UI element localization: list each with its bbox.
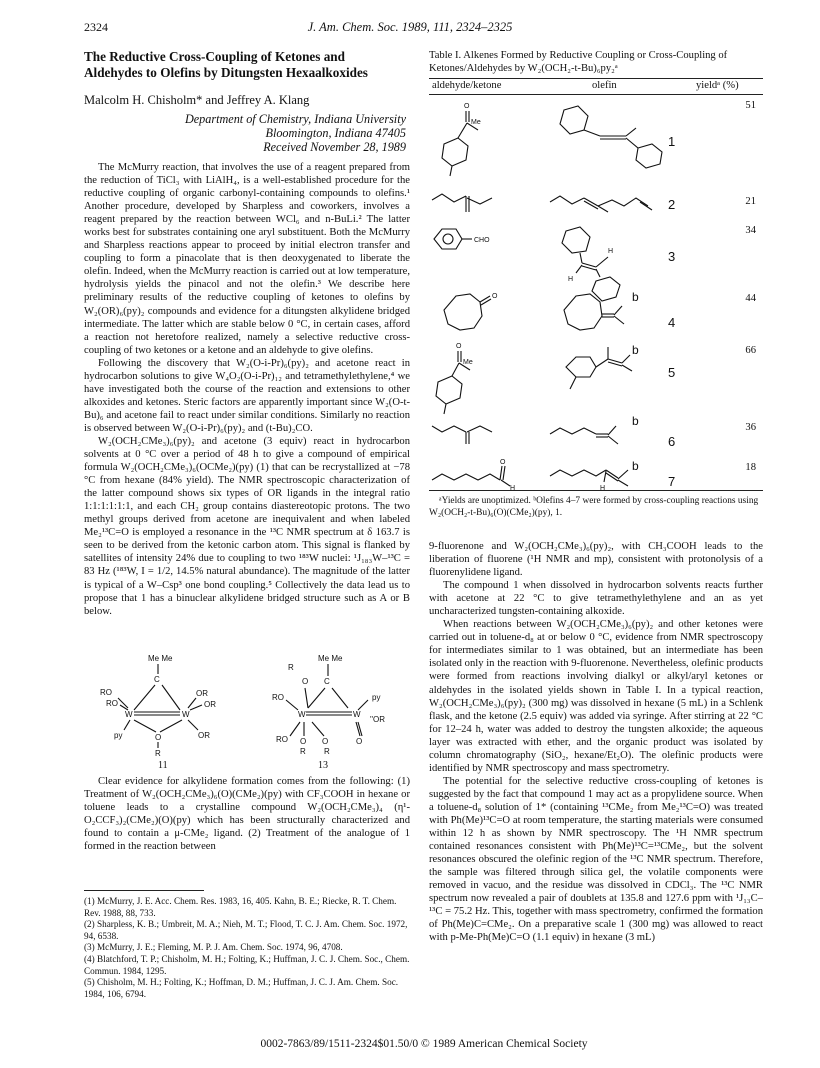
paragraph: Clear evidence for alkylidene formation comes from the following: (1) Treatment of W₂(OCH₂CMe₃)₆(O)(CMe₂)(py) with CF₃COOH in hexane or toluene leads to a crystalline compound W₂(OCH₂CMe₃)₄ (η¹-O₂CCF₃)₂(CMe₂)(O)(py) which has been structurally characterized and found to contain a μ-CMe₂ ligand. (2) Treatment of the analogue of 1 formed in the reaction between [84, 776, 410, 853]
svg-text:RO: RO [100, 688, 112, 697]
running-header: J. Am. Chem. Soc. 1989, 111, 2324–2325 [307, 20, 513, 34]
olefin-5-structure [556, 345, 656, 405]
structure-a-label: 11 [158, 760, 168, 771]
yield-value: 51 [745, 100, 756, 111]
svg-text:H: H [510, 485, 516, 492]
svg-text:OR: OR [198, 731, 210, 740]
svg-text:O: O [322, 737, 329, 746]
yield-value: 18 [745, 462, 756, 473]
svg-text:W: W [182, 710, 190, 719]
svg-text:R: R [288, 663, 294, 672]
svg-text:RO: RO [272, 693, 284, 702]
compound-number: 4 [668, 315, 676, 330]
svg-text:C: C [154, 675, 160, 684]
yield-value: 34 [745, 225, 756, 236]
aldehyde-3-structure [430, 225, 510, 255]
compound-number: 2 [668, 197, 676, 212]
table-footnote [429, 496, 763, 520]
page-number: 2324 [84, 20, 108, 34]
svg-text:RO: RO [106, 699, 118, 708]
svg-text:R: R [324, 747, 330, 756]
table-header-rule [429, 94, 763, 95]
paragraph: The potential for the selective reductive cross-coupling of ketones is suggested by the fact that compound 1 may act as a propylidene source. When a toluene-d₈ solution of 1* (containing ¹³CMe₂ from Me₂¹³C=O) was treated with Ph(Me)¹³C=O at room temperature, the starting materials were consumed within 12 h as shown by NMR spectroscopy. The ¹H NMR spectrum contained resonances consistent with Ph(Me)¹³C=¹³CMe₂, but the solvent resonances obscured the olefinic region of the ¹³C NMR spectrum. Therefore, the sample was filtered through silica gel, the volatile components were removed in vacuo, and the residue was dissolved in CDCl₃. The ¹³C NMR spectrum now revealed a pair of doublets at 135.8 and 127.6 ppm with ¹J₁₃C–¹³C = 75.2 Hz. This, together with mass spectrometry, confirmed the formation of Ph(Me)C=CMe₂. On a preparative scale 1 (300 mg) was allowed to react with p-Me-Ph(Me)C=O (1.1 equiv) in hexane (3 mL) [429, 775, 763, 944]
svg-text:O: O [155, 733, 162, 742]
svg-text:py: py [114, 731, 123, 740]
svg-text:Me: Me [463, 359, 473, 366]
structure-a [100, 650, 240, 760]
ketone-6-structure [430, 420, 500, 450]
received-date: Received November 28, 1989 [263, 140, 406, 154]
left-column-text [84, 161, 410, 631]
svg-text:R: R [155, 749, 161, 758]
svg-text:C: C [324, 677, 330, 686]
compound-number: 7 [668, 474, 676, 489]
paragraph: The compound 1 when dissolved in hydrocarbon solvents reacts further with acetone at 22 °C to give tetramethylethylene and an as yet uncharacterized tungsten-containing alkoxide. [429, 580, 763, 618]
svg-text:H: H [600, 485, 606, 492]
ketone-1-structure [438, 100, 498, 180]
svg-text:Me Me: Me Me [318, 654, 343, 663]
paragraph: 9-fluorenone and W₂(OCH₂CMe₃)₆(py)₂, with CH₃COOH leads to the liberation of fluorene (¹H NMR and mp), consistent with protonolysis of a fluorenylidene ligand. [429, 541, 763, 579]
svg-text:O: O [300, 737, 307, 746]
olefin-4-structure [556, 290, 636, 350]
paragraph: When reactions between W₂(OCH₂CMe₃)₆(py)₂ and other ketones were carried out in toluene-d₈ at or below 0 °C, evidence from NMR spectroscopy for intermediates similar to 1 was obtained, but an intermediate has been isolated only in the reaction with 9-fluorenone. Nevertheless, olefinic products were formed from reactions involving dialkyl or alkyl/aryl ketones or aldehydes in the isolated yields shown in Table I. In a typical reaction, W₂(OCH₂CMe₃)₆(py)₂ (300 mg) was dissolved in hexane (5 mL) in a Schlenk flask, and the ketone (2.5 equiv) was added via syringe. After stirring at 22 °C for 12–24 h, water was added to destroy the tungsten alkoxide; the aqueous layer was extracted with ether, and the organic product was isolated by column chromatography (SiO₂, hexane/Et₂O). The olefinic products were identified by NMR spectroscopy and mass spectrometry. [429, 619, 763, 774]
compound-number: 5 [668, 365, 676, 380]
svg-text:OR: OR [204, 700, 216, 709]
right-column-text [429, 540, 763, 1040]
table-top-rule [429, 78, 763, 79]
structure-b-label: 13 [318, 760, 328, 771]
svg-text:O: O [356, 737, 363, 746]
left-column-continued [84, 775, 410, 873]
affiliation-city: Bloomington, Indiana 47405 [265, 126, 406, 140]
footnote-mark: b [632, 414, 639, 428]
olefin-7-structure [548, 456, 658, 492]
footnote: (2) Sharpless, K. B.; Umbreit, M. A.; Nieh, M. T.; Flood, T. C. J. Am. Chem. Soc. 1972, 94, 6538. [84, 919, 408, 941]
svg-text:W: W [125, 710, 133, 719]
yield-value: 36 [745, 422, 756, 433]
svg-text:O: O [456, 343, 462, 350]
yield-value: 66 [745, 345, 756, 356]
article-title: The Reductive Cross-Coupling of Ketones and Aldehydes to Olefins by Ditungsten Hexaalkoxides [84, 49, 368, 80]
svg-text:RO: RO [276, 735, 288, 744]
svg-text:py: py [372, 693, 381, 702]
olefin-2-structure [548, 192, 668, 222]
footnote-divider [84, 890, 204, 891]
svg-text:W: W [353, 710, 361, 719]
svg-text:CHO: CHO [474, 237, 490, 244]
compound-number: 3 [668, 249, 676, 264]
yield-value: 44 [745, 293, 756, 304]
paragraph: Following the discovery that W₂(O-i-Pr)₆(py)₂ and acetone react in hydrocarbon solutions to give W₄O₂(O-i-Pr)₁₂ and tetramethylethylene,⁴ we have investigated both the course of the reaction and extensions to other alkoxides and ketones. Steric factors are apparently important since W₂(O-t-Bu)₆ and acetone fail to react under similar conditions. Similarly no reaction is observed between W₂(O-i-Pr)₆(py)₂ and (t-Bu)₂CO. [84, 357, 410, 434]
svg-text:H: H [568, 276, 574, 283]
footnotes [84, 896, 410, 1000]
svg-text:O: O [464, 103, 470, 110]
svg-text:O: O [500, 459, 506, 466]
table-header-olefin: olefin [592, 80, 617, 91]
footnote: (3) McMurry, J. E.; Fleming, M. P. J. Am. Chem. Soc. 1974, 96, 4708. [84, 942, 343, 953]
authors: Malcolm H. Chisholm* and Jeffrey A. Klang [84, 93, 310, 107]
table-caption: Table I. Alkenes Formed by Reductive Coupling or Cross-Coupling of Ketones/Aldehydes by W₂(OCH₂-t-Bu)₆py₂ᵃ [429, 50, 728, 74]
aldehyde-7-structure [430, 456, 530, 492]
table-header-yield: yieldᵃ (%) [696, 80, 739, 91]
svg-text:OR: OR [196, 689, 208, 698]
footnote-mark: b [632, 343, 639, 357]
footnote: (4) Blatchford, T. P.; Chisholm, M. H.; Folting, K.; Huffman, J. C. J. Chem. Soc., Chem. Commun. 1984, 1295. [84, 953, 410, 976]
olefin-1-structure [556, 100, 676, 160]
structure-b [260, 650, 410, 760]
footnote-mark: b [632, 290, 639, 304]
ketone-5-structure [430, 340, 490, 420]
footnote: (1) McMurry, J. E. Acc. Chem. Res. 1983, 16, 405. Kahn, B. E.; Riecke, R. T. Chem. Rev. 1988, 88, 733. [84, 896, 397, 918]
compound-number: 1 [668, 134, 676, 149]
svg-text:O: O [302, 677, 309, 686]
table-header-substrate: aldehyde/ketone [432, 80, 502, 91]
svg-text:''OR: ''OR [370, 715, 386, 724]
yield-value: 21 [745, 196, 756, 207]
footnote: (5) Chisholm, M. H.; Folting, K.; Hoffman, D. M.; Huffman, J. C. J. Am. Chem. Soc. 1984, 106, 6794. [84, 977, 399, 999]
paragraph: The McMurry reaction, that involves the use of a reagent prepared from the reduction of TiCl₃ with LiAlH₄, is a well-established procedure for the reductive coupling of organic carbonyl-containing compounds to olefins.¹ Another procedure, developed by Sharpless and coworkers, involves a reagent prepared by the reaction between WCl₆ and n-BuLi.² The latter works best for substrates containing one aryl substituent. Both the McMurry and Sharpless reactions appear to proceed by initial electron transfer and coupling to form a pinacolate that is then deoxygenated to liberate the olefin. Indeed, when the McMurry reaction is carried out at low temperature, hydrolysis yields the pinacol and not the olefin.³ We describe here preliminary results of the reductive coupling of ketones to olefins by W₂(OR)₆(py)₂ compounds and evidence for a ditungsten alkylidene bridged intermediate. The latter which are stable below 0 °C, in certain cases, afford a reaction not heretofore realized, namely a selective reductive cross-coupling of two ketones or a ketone and an aldehyde to give olefins. [84, 162, 410, 356]
table-bottom-rule [429, 490, 763, 491]
footnote-mark: b [632, 459, 639, 473]
svg-text:Me Me: Me Me [148, 654, 173, 663]
page-footer: 0002-7863/89/1511-2324$01.50/0 © 1989 American Chemical Society [260, 1038, 588, 1050]
svg-text:W: W [298, 710, 306, 719]
ketone-2-structure [430, 192, 500, 222]
svg-text:Me: Me [471, 119, 481, 126]
svg-text:H: H [608, 248, 614, 255]
svg-text:R: R [300, 747, 306, 756]
compound-number: 6 [668, 434, 676, 449]
table-footnote-text: ᵃYields are unoptimized. ᵇOlefins 4–7 were formed by cross-coupling reactions using W₂(OCH₂-t-Bu)₆(O)(CMe₂)(py), 1. [429, 496, 759, 518]
svg-text:O: O [492, 293, 498, 300]
paragraph: W₂(OCH₂CMe₃)₆(py)₂ and acetone (3 equiv) react in hydrocarbon solvents at 0 °C over a period of 48 h to give a compound of empirical formula W₂(OCH₂CMe₃)₆(OCMe₂)(py) (1) that can be recrystallized at −78 °C from hexane (84% yield). The NMR spectroscopic characterization of the latter compound shows six types of OR ligands in the integral ratio 1:1:1:1:1:1, and each CH₂ group contains diastereotopic protons. The two methyl groups derived from acetone are inequivalent and when labeled Me₂¹³C=O is employed a resonance in the ¹³C NMR spectrum at δ 163.7 is seen to be derived from the ketonic carbon atom. This signal is flanked by satellites of intensity 24% due to coupling to two ¹⁸³W nuclei: ¹J₁₈₃W–¹³C = 83 Hz (¹⁸³W, I = 1/2, 14.5% natural abundance). The magnitude of the latter is typical of a W–Csp³ one bond coupling.⁵ Collectively the data lead us to propose that 1 has a binuclear alkylidene bridged structure such as A or B below. [84, 435, 410, 617]
affiliation-dept: Department of Chemistry, Indiana University [184, 112, 406, 126]
